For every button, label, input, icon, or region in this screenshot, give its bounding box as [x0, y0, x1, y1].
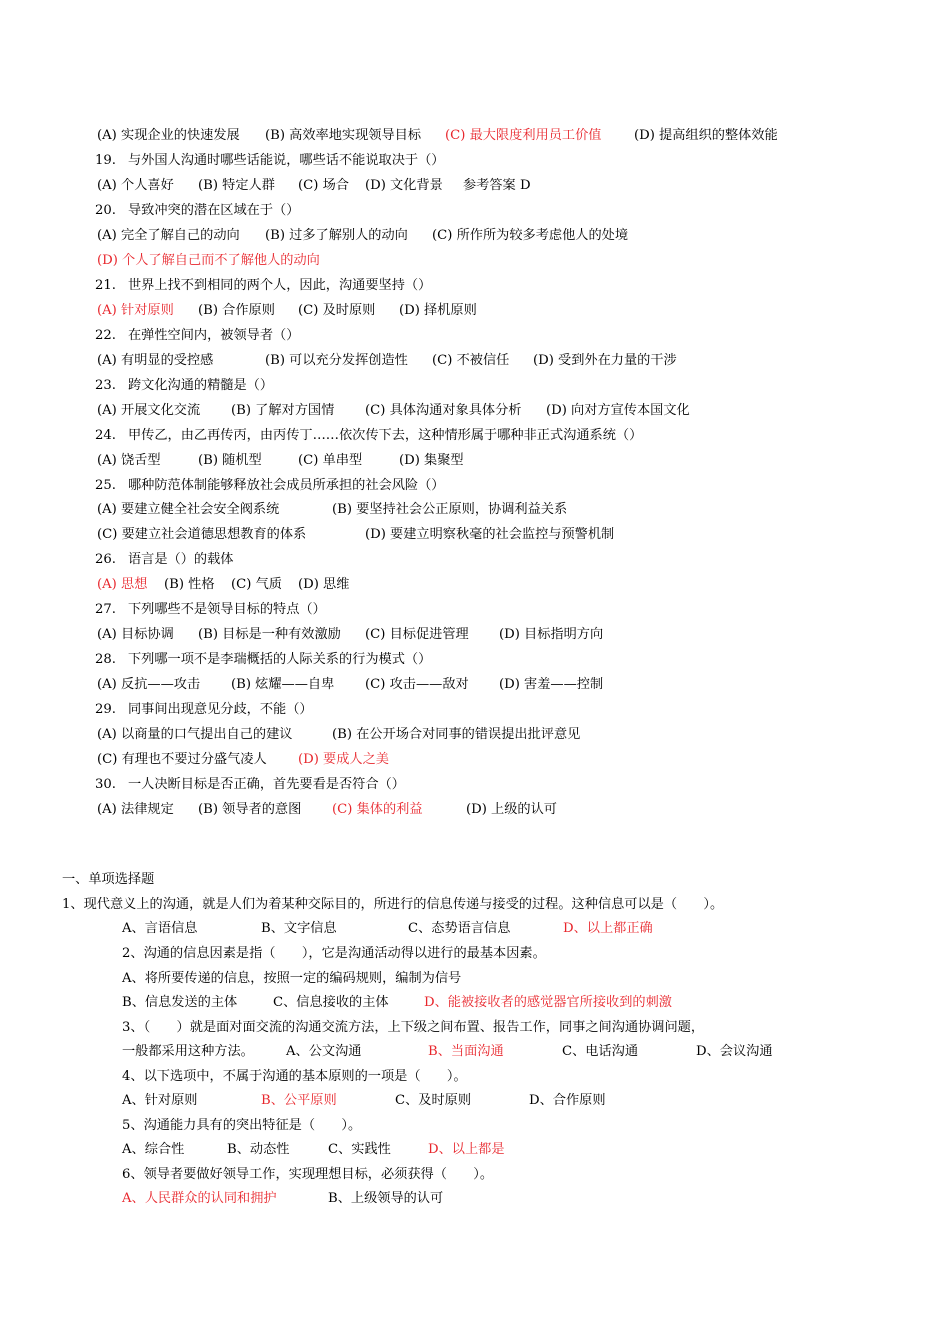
q28-option-b: (B) 炫耀——自卑 — [231, 677, 335, 692]
q26-option-c: (C) 气质 — [231, 577, 282, 592]
a-q3-stem-cont: 一般都采用这种方法。 — [122, 1044, 254, 1059]
a-q3-option-a: A、公文沟通 — [286, 1044, 362, 1059]
q23-text: 跨文化沟通的精髓是（） — [128, 378, 274, 393]
q20-option-d-answer: (D) 个人了解自己而不了解他人的动向 — [97, 253, 320, 268]
a-q4-option-b-answer: B、公平原则 — [261, 1093, 337, 1108]
a-q1-option-d-answer: D、以上都正确 — [563, 921, 653, 936]
q24-option-d: (D) 集聚型 — [399, 453, 464, 468]
a-q2-option-b: B、信息发送的主体 — [122, 995, 238, 1010]
q25-number: 25. — [95, 478, 116, 493]
q28-text: 下列哪一项不是李瑞概括的人际关系的行为模式（） — [128, 652, 432, 667]
q25-option-c: (C) 要建立社会道德思想教育的体系 — [97, 527, 307, 542]
a-q2-option-c: C、信息接收的主体 — [273, 995, 389, 1010]
q26-option-a-answer: (A) 思想 — [97, 577, 148, 592]
q29-text: 同事间出现意见分歧，不能（） — [128, 702, 313, 717]
q19-option-d: (D) 文化背景 — [365, 178, 443, 193]
q30-option-b: (B) 领导者的意图 — [198, 802, 302, 817]
q21-option-c: (C) 及时原则 — [298, 303, 376, 318]
q27-option-a: (A) 目标协调 — [97, 627, 174, 642]
q19-number: 19. — [95, 153, 116, 168]
q28-option-a: (A) 反抗——攻击 — [97, 677, 201, 692]
q21-number: 21. — [95, 278, 116, 293]
a-q1-option-b: B、文字信息 — [261, 921, 337, 936]
q29-number: 29. — [95, 702, 116, 717]
a-q1-stem: 1、现代意义上的沟通，就是人们为着某种交际目的，所进行的信息传递与接受的过程。这种信息可以是（ ）。 — [62, 897, 724, 912]
a-q5-option-d-answer: D、以上都是 — [428, 1142, 505, 1157]
section-title: 一、单项选择题 — [62, 872, 155, 887]
a-q1-option-a: A、言语信息 — [122, 921, 198, 936]
a-q6-option-a-answer: A、人民群众的认同和拥护 — [122, 1191, 277, 1206]
q29-option-c: (C) 有理也不要过分盛气凌人 — [97, 752, 267, 767]
q19-option-b: (B) 特定人群 — [198, 178, 275, 193]
q29-option-d-answer: (D) 要成人之美 — [298, 752, 389, 767]
q20-option-a: (A) 完全了解自己的动向 — [97, 228, 240, 243]
a-q3-stem: 3、（ ）就是面对面交流的沟通交流方法，上下级之间布置、报告工作，同事之间沟通协调问题， — [122, 1020, 705, 1035]
q30-number: 30. — [95, 777, 116, 792]
a-q4-stem: 4、以下选项中，不属于沟通的基本原则的一项是（ ）。 — [122, 1069, 467, 1084]
q20-text: 导致冲突的潜在区域在于（） — [128, 203, 300, 218]
q30-option-a: (A) 法律规定 — [97, 802, 174, 817]
a-q4-option-d: D、合作原则 — [529, 1093, 606, 1108]
q18-option-a: (A) 实现企业的快速发展 — [97, 128, 240, 143]
q23-option-a: (A) 开展文化交流 — [97, 403, 201, 418]
q25-option-d: (D) 要建立明察秋毫的社会监控与预警机制 — [365, 527, 615, 542]
q26-option-b: (B) 性格 — [164, 577, 215, 592]
q19-option-c: (C) 场合 — [298, 178, 349, 193]
q19-text: 与外国人沟通时哪些话能说，哪些话不能说取决于（） — [128, 153, 445, 168]
q23-option-d: (D) 向对方宣传本国文化 — [546, 403, 690, 418]
a-q5-stem: 5、沟通能力具有的突出特征是（ ）。 — [122, 1118, 362, 1133]
q29-option-a: (A) 以商量的口气提出自己的建议 — [97, 727, 293, 742]
q24-number: 24. — [95, 428, 116, 443]
a-q3-option-d: D、会议沟通 — [696, 1044, 773, 1059]
q22-option-c: (C) 不被信任 — [432, 353, 510, 368]
q21-option-a-answer: (A) 针对原则 — [97, 303, 174, 318]
q27-number: 27. — [95, 602, 116, 617]
a-q3-option-b-answer: B、当面沟通 — [428, 1044, 504, 1059]
a-q5-option-c: C、实践性 — [328, 1142, 391, 1157]
q24-option-a: (A) 饶舌型 — [97, 453, 161, 468]
q22-text: 在弹性空间内，被领导者（） — [128, 328, 300, 343]
q23-option-c: (C) 具体沟通对象具体分析 — [365, 403, 522, 418]
q20-option-b: (B) 过多了解别人的动向 — [265, 228, 408, 243]
a-q5-option-b: B、动态性 — [227, 1142, 290, 1157]
q20-number: 20. — [95, 203, 116, 218]
q25-option-b: (B) 要坚持社会公正原则，协调利益关系 — [332, 502, 568, 517]
a-q6-option-b: B、上级领导的认可 — [328, 1191, 444, 1206]
q28-option-d: (D) 害羞——控制 — [499, 677, 604, 692]
q29-option-b: (B) 在公开场合对同事的错误提出批评意见 — [332, 727, 581, 742]
a-q3-option-c: C、电话沟通 — [562, 1044, 639, 1059]
q30-option-c-answer: (C) 集体的利益 — [332, 802, 423, 817]
q18-option-d: (D) 提高组织的整体效能 — [634, 128, 778, 143]
q19-option-a: (A) 个人喜好 — [97, 178, 174, 193]
q25-option-a: (A) 要建立健全社会安全阀系统 — [97, 502, 280, 517]
q22-option-d: (D) 受到外在力量的干涉 — [533, 353, 677, 368]
q18-option-b: (B) 高效率地实现领导目标 — [265, 128, 422, 143]
q21-text: 世界上找不到相同的两个人，因此，沟通要坚持（） — [128, 278, 432, 293]
q21-option-d: (D) 择机原则 — [399, 303, 477, 318]
q25-text: 哪种防范体制能够释放社会成员所承担的社会风险（） — [128, 478, 445, 493]
q24-option-b: (B) 随机型 — [198, 453, 262, 468]
a-q6-stem: 6、领导者要做好领导工作，实现理想目标，必须获得（ ）。 — [122, 1167, 494, 1182]
q26-number: 26. — [95, 552, 116, 567]
a-q1-option-c: C、态势语言信息 — [408, 921, 511, 936]
q23-number: 23. — [95, 378, 116, 393]
q18-option-c-answer: (C) 最大限度利用员工价值 — [445, 128, 602, 143]
a-q2-option-a: A、将所要传递的信息，按照一定的编码规则，编制为信号 — [122, 971, 462, 986]
a-q4-option-c: C、及时原则 — [395, 1093, 472, 1108]
q19-answer-note: 参考答案 D — [463, 178, 531, 193]
a-q4-option-a: A、针对原则 — [122, 1093, 198, 1108]
q28-number: 28. — [95, 652, 116, 667]
q26-text: 语言是（）的载体 — [128, 552, 234, 567]
q27-option-d: (D) 目标指明方向 — [499, 627, 604, 642]
q22-option-b: (B) 可以充分发挥创造性 — [265, 353, 408, 368]
q30-text: 一人决断目标是否正确，首先要看是否符合（） — [128, 777, 405, 792]
q30-option-d: (D) 上级的认可 — [466, 802, 557, 817]
q21-option-b: (B) 合作原则 — [198, 303, 275, 318]
q24-text: 甲传乙，由乙再传丙，由丙传丁……依次传下去，这种情形属于哪种非正式沟通系统（） — [128, 428, 643, 443]
q20-option-c: (C) 所作所为较多考虑他人的处境 — [432, 228, 629, 243]
q26-option-d: (D) 思维 — [298, 577, 350, 592]
q23-option-b: (B) 了解对方国情 — [231, 403, 335, 418]
q27-option-c: (C) 目标促进管理 — [365, 627, 469, 642]
q22-option-a: (A) 有明显的受控感 — [97, 353, 214, 368]
a-q2-option-d-answer: D、能被接收者的感觉器官所接收到的刺激 — [424, 995, 672, 1010]
a-q2-stem: 2、沟通的信息因素是指（ ），它是沟通活动得以进行的最基本因素。 — [122, 946, 546, 961]
q24-option-c: (C) 单串型 — [298, 453, 363, 468]
a-q5-option-a: A、综合性 — [122, 1142, 185, 1157]
q27-text: 下列哪些不是领导目标的特点（） — [128, 602, 326, 617]
q28-option-c: (C) 攻击——敌对 — [365, 677, 469, 692]
q27-option-b: (B) 目标是一种有效激励 — [198, 627, 341, 642]
q22-number: 22. — [95, 328, 116, 343]
